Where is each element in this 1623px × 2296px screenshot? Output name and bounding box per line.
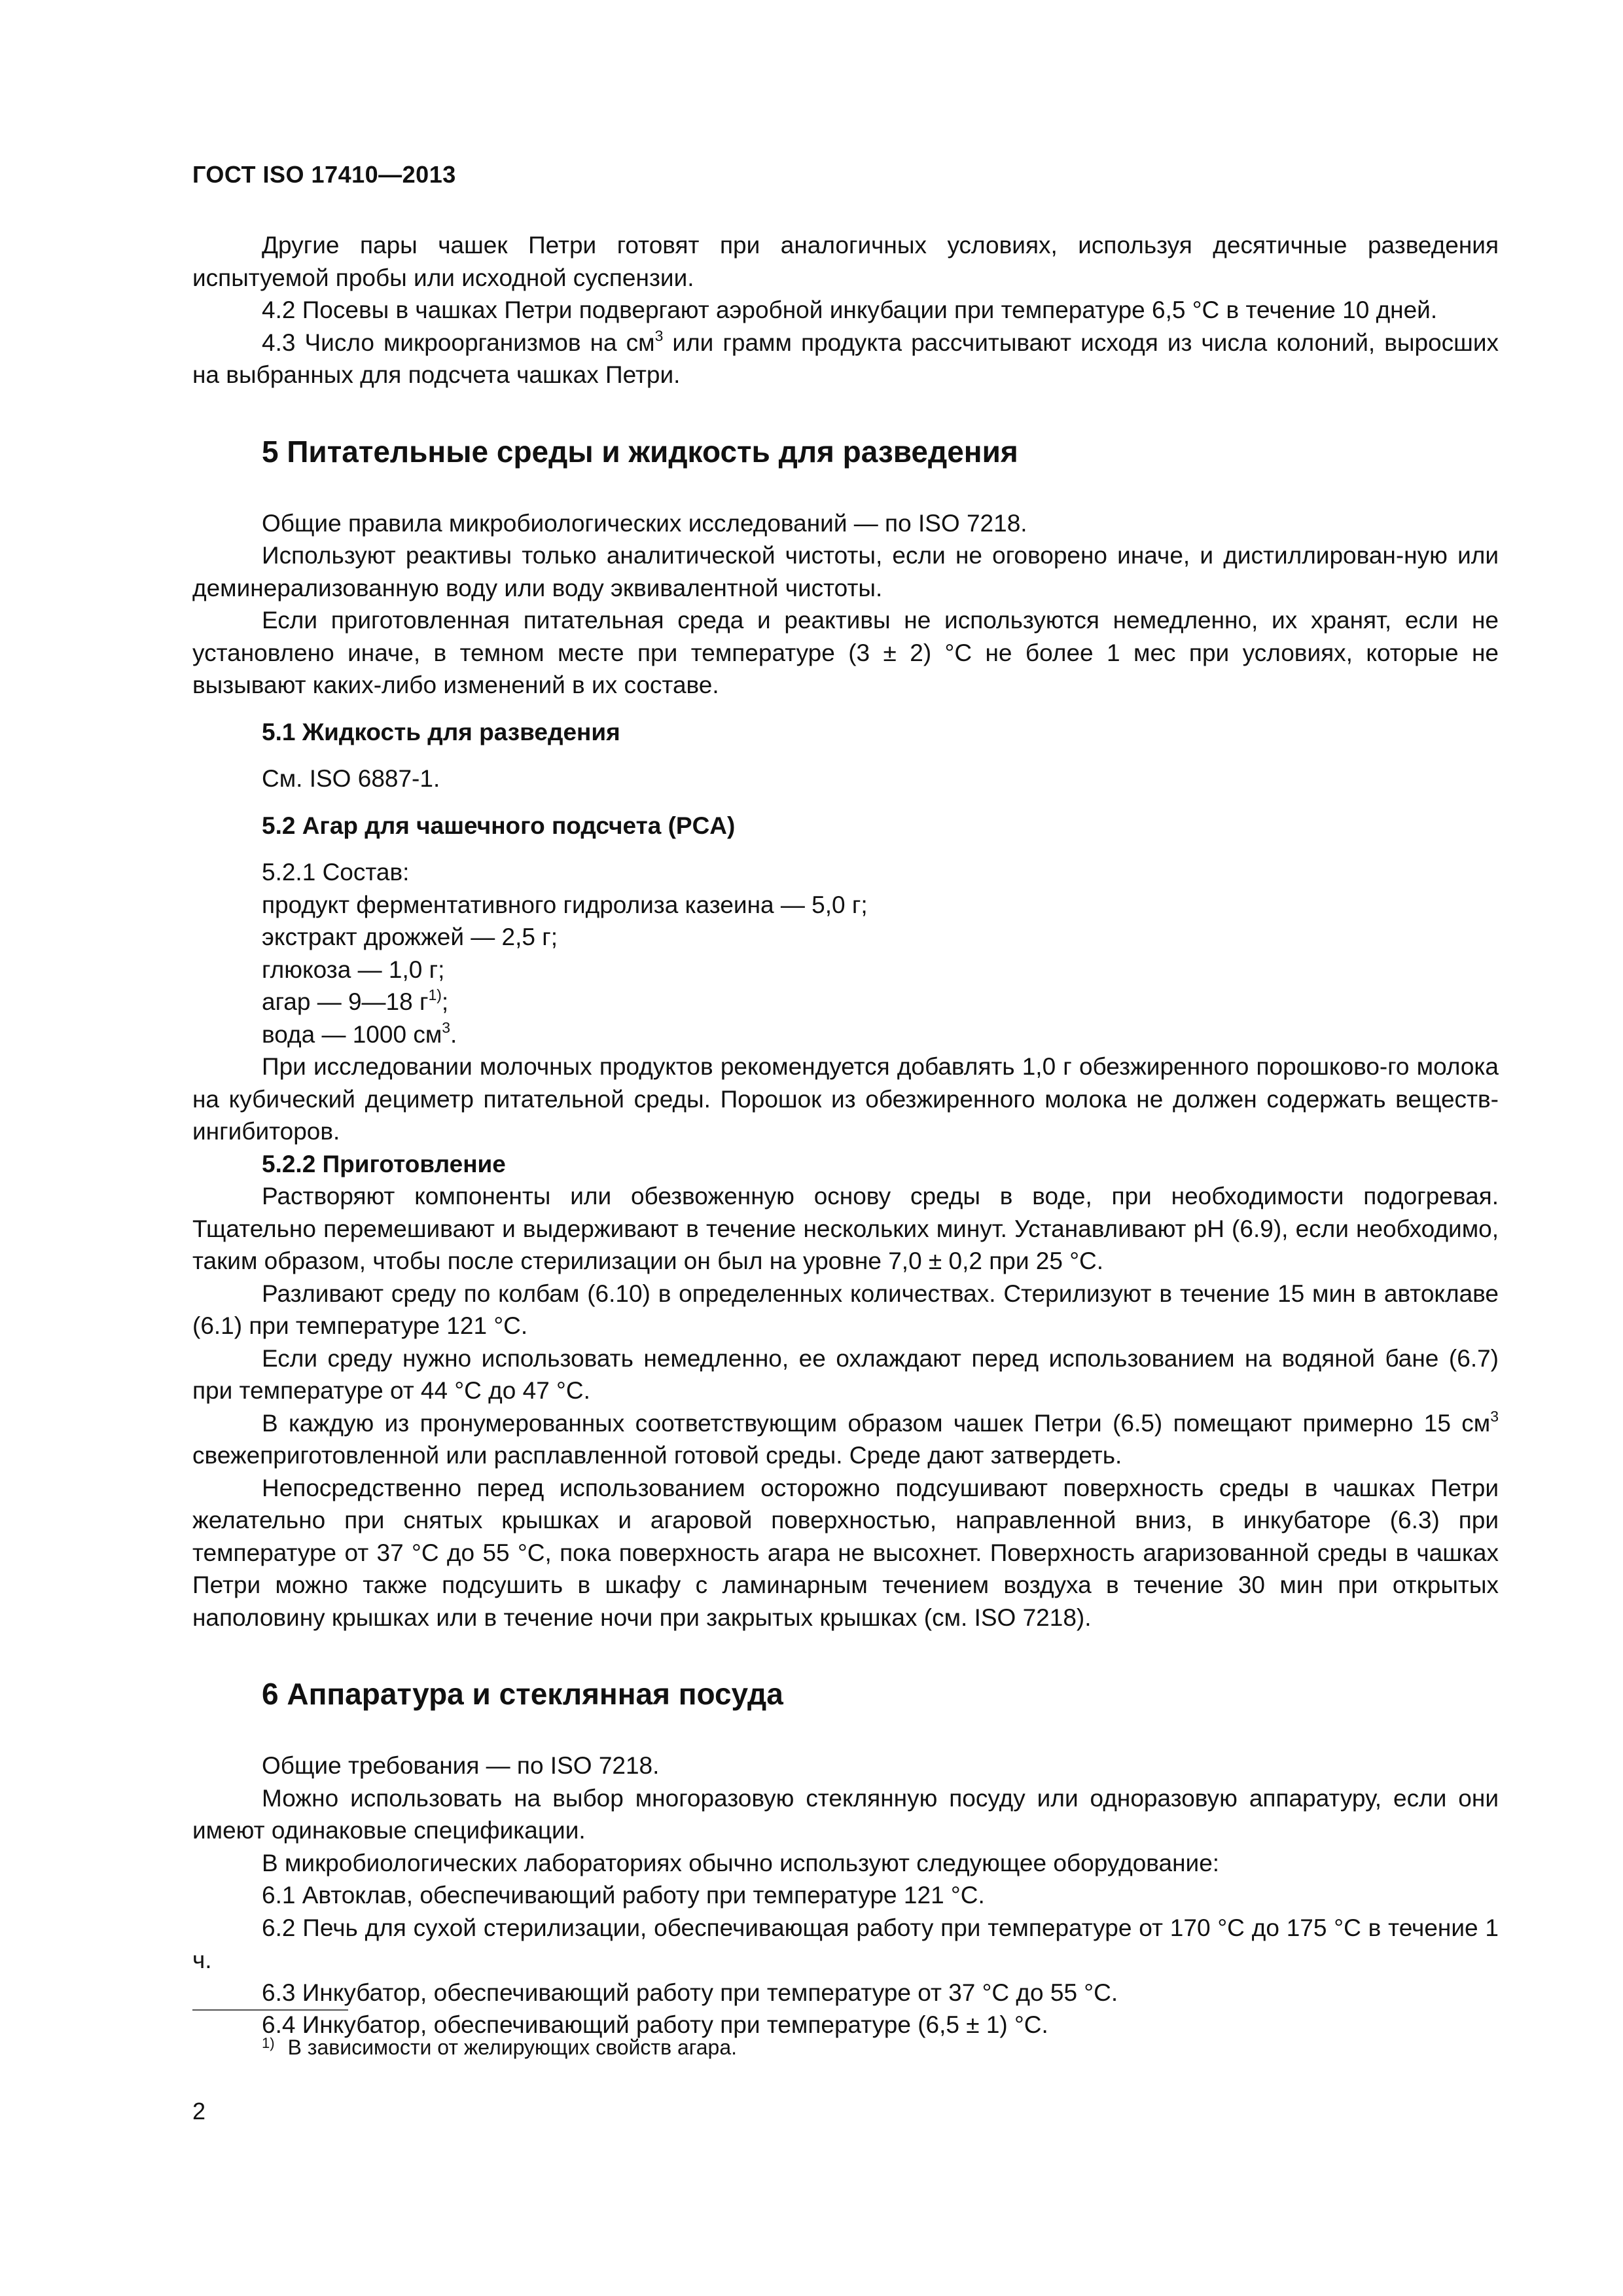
footnote-mark: 1)	[262, 2035, 275, 2051]
footnote-reference: 1)	[428, 986, 442, 1004]
section-5-2-2-heading: 5.2.2 Приготовление	[262, 1150, 506, 1177]
intro-paragraph: Другие пары чашек Петри готовят при аналогичных условиях, используя десятичные разведения испытуемой пробы или исходной суспензии.	[192, 232, 1499, 291]
composition-item: глюкоза — 1,0 г;	[262, 956, 445, 983]
composition-item: экстракт дрожжей — 2,5 г;	[262, 924, 558, 950]
composition-item: продукт ферментативного гидролиза казеина — 5,0 г;	[262, 891, 868, 918]
section-5-paragraph: Общие правила микробиологических исследований — по ISO 7218.	[262, 509, 1027, 537]
section-6-paragraph: Можно использовать на выбор многоразовую стеклянную посуду или одноразовую аппаратуру, если они имеют одинаковые спецификации.	[192, 1784, 1499, 1844]
footnote	[262, 2030, 737, 2060]
section-5-1-heading: 5.1 Жидкость для разведения	[262, 718, 620, 745]
equipment-item: 6.3 Инкубатор, обеспечивающий работу при температуре от 37 °С до 55 °С.	[262, 1979, 1118, 2006]
equipment-item: 6.1 Автоклав, обеспечивающий работу при температуре 121 °С.	[262, 1882, 985, 1909]
page-number: 2	[192, 2098, 206, 2125]
footnote-text: В зависимости от желирующих свойств агара.	[287, 2036, 737, 2059]
section-6-paragraph: В микробиологических лабораториях обычно используют следующее оборудование:	[262, 1849, 1220, 1876]
page-body	[192, 229, 1499, 2041]
footnote-divider	[192, 2009, 348, 2011]
section-6-paragraph: Общие требования — по ISO 7218.	[262, 1752, 660, 1779]
section-5-heading: 5 Питательные среды и жидкость для разведения	[262, 434, 1018, 469]
preparation-paragraph: Непосредственно перед использованием осторожно подсушивают поверхность среды в чашках Петри желательно при снятых крышках и агаровой поверхностью, направленной вниз, в инкубаторе (6.3) при температуре от 37 °С до 55 °С, пока поверхность агара не высохнет. Поверхность агаризованной среды в чашках Петри можно также подсушить в шкафу с ламинарным течением воздуха в течение 30 мин при открытых наполовину крышках или в течение ночи при закрытых крышках (см. ISO 7218).	[192, 1474, 1499, 1631]
equipment-item: 6.2 Печь для сухой стерилизации, обеспечивающая работу при температуре от 170 °С до 175 °С в течение 1 ч.	[192, 1914, 1499, 1973]
preparation-paragraph: Разливают среду по колбам (6.10) в определенных количествах. Стерилизуют в течение 15 мин в автоклаве (6.1) при температуре 121 °С.	[192, 1280, 1499, 1339]
milk-note-paragraph: При исследовании молочных продуктов рекомендуется добавлять 1,0 г обезжиренного порошково-го молока на кубический дециметр питательной среды. Порошок из обезжиренного молока не должен содержать веществ-ингибиторов.	[192, 1053, 1499, 1145]
document-code-header: ГОСТ ISO 17410—2013	[192, 161, 456, 188]
section-5-2-heading: 5.2 Агар для чашечного подсчета (PCA)	[262, 812, 736, 839]
preparation-paragraph: В каждую из пронумерованных соответствующим образом чашек Петри (6.5) помещают примерно 15 $см^3$ свежеприготовленной или расплавленной готовой среды. Среде дают затвердеть.	[192, 1407, 1499, 1469]
composition-item: вода — 1000 $см^3$.	[262, 1018, 457, 1048]
section-5-paragraph: Если приготовленная питательная среда и реактивы не используются немедленно, их хранят, если не установлено иначе, в темном месте при температуре (3 ± 2) °С не более 1 мес при условиях, которые не вызывают каких-либо изменений в их составе.	[192, 607, 1499, 698]
clause-4-3: 4.3 Число микроорганизмов на $см^3$ или грамм продукта рассчитывают исходя из числа колоний, выросших на выбранных для подсчета чашках Петри.	[192, 327, 1499, 388]
section-5-2-1-label: 5.2.1 Состав:	[262, 859, 410, 886]
section-5-1-text: См. ISO 6887-1.	[262, 765, 440, 792]
preparation-paragraph: Растворяют компоненты или обезвоженную основу среды в воде, при необходимости подогревая. Тщательно перемешивают и выдерживают в течение нескольких минут. Устанавливают pH (6.9), если необходимо, таким образом, чтобы после стерилизации он был на уровне 7,0 ± 0,2 при 25 °С.	[192, 1183, 1499, 1274]
section-6-heading: 6 Аппаратура и стеклянная посуда	[262, 1677, 783, 1711]
preparation-paragraph: Если среду нужно использовать немедленно, ее охлаждают перед использованием на водяной бане (6.7) при температуре от 44 °С до 47 °С.	[192, 1344, 1499, 1404]
composition-item: агар — 9—18 $г^{1)}$;	[262, 986, 449, 1015]
section-5-paragraph: Используют реактивы только аналитической чистоты, если не оговорено иначе, и дистиллирован-ную или деминерализованную воду или воду эквивалентной чистоты.	[192, 542, 1499, 601]
clause-4-2: 4.2 Посевы в чашках Петри подвергают аэробной инкубации при температуре 6,5 °С в течение 10 дней.	[262, 296, 1438, 323]
equipment-item: 6.4 Инкубатор, обеспечивающий работу при температуре (6,5 ± 1) °С.	[262, 2011, 1048, 2038]
